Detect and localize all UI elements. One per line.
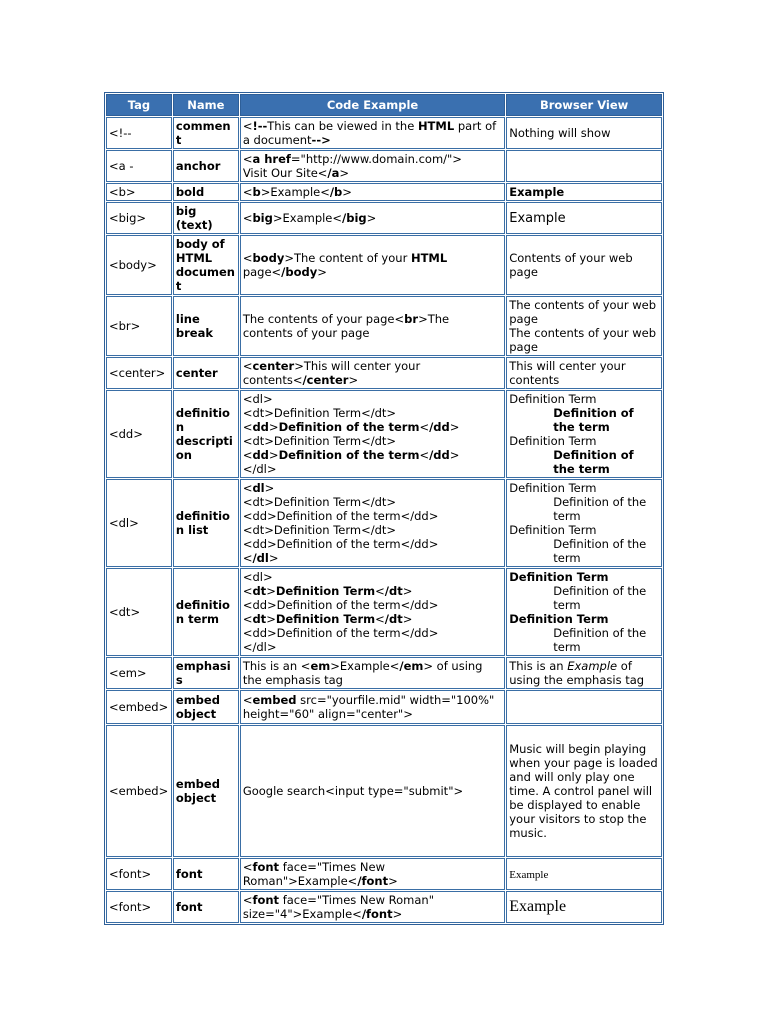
view-segment: Definition of the term	[553, 495, 647, 523]
code-segment: /big	[342, 211, 367, 225]
tag-cell: <!--	[106, 117, 172, 149]
tag-cell: <dl>	[106, 479, 172, 567]
code-segment: /dd	[429, 448, 450, 462]
view-segment: Example	[567, 659, 618, 673]
code-segment: >	[266, 612, 276, 626]
browser-view-cell	[506, 296, 662, 356]
code-example-cell	[240, 235, 505, 295]
code-segment: src="yourfile.mid" width="100%" height="60" align="center">	[242, 693, 495, 721]
code-segment: HTML	[417, 119, 455, 133]
view-segment: Definition of the term	[553, 406, 634, 434]
code-example-cell	[240, 479, 505, 567]
header-browser-view: Browser View	[506, 94, 662, 116]
code-segment: <	[242, 860, 253, 874]
html-tags-table	[104, 92, 664, 925]
name-cell: body of HTML document	[173, 235, 239, 295]
code-segment: This can be viewed in the	[267, 119, 418, 133]
code-example-cell	[240, 657, 505, 689]
code-segment: /em	[399, 659, 424, 673]
code-segment: -->	[311, 133, 331, 147]
tag-cell: <a -	[106, 150, 172, 182]
table-row	[106, 390, 662, 478]
table-row	[106, 858, 662, 890]
code-segment: !--	[252, 119, 268, 133]
table-row	[106, 183, 662, 201]
header-code-example: Code Example	[240, 94, 505, 116]
code-segment: Definition of the term	[278, 448, 420, 462]
browser-view-cell	[506, 183, 662, 201]
code-segment: >	[339, 166, 350, 180]
code-segment: >Example<	[260, 185, 330, 199]
code-segment: >	[317, 265, 327, 279]
code-segment: dd	[252, 448, 269, 462]
table-row	[106, 296, 662, 356]
code-segment: >	[392, 907, 403, 921]
view-segment: This is an	[509, 659, 568, 673]
view-segment: Definition of the term	[553, 448, 634, 476]
code-segment: /font	[357, 874, 389, 888]
code-segment: This is an <	[242, 659, 311, 673]
code-segment: embed	[252, 693, 297, 707]
code-segment: /b	[329, 185, 343, 199]
code-segment: <	[375, 612, 385, 626]
browser-view-cell	[506, 858, 662, 890]
code-segment: The contents of your page<	[242, 312, 405, 326]
name-cell: anchor	[173, 150, 239, 182]
tag-cell: <center>	[106, 357, 172, 389]
browser-view-cell	[506, 390, 662, 478]
tag-cell: <font>	[106, 891, 172, 923]
browser-view-cell	[506, 657, 662, 689]
view-segment: Example	[509, 210, 566, 226]
browser-view-cell	[506, 690, 662, 724]
code-segment: em	[310, 659, 331, 673]
code-segment: /a	[327, 166, 340, 180]
code-segment: /dt	[384, 612, 403, 626]
code-segment: dl	[252, 481, 265, 495]
code-example-cell	[240, 296, 505, 356]
code-segment: >Example<	[330, 659, 400, 673]
table-row	[106, 690, 662, 724]
code-segment: >The content of your	[284, 251, 411, 265]
browser-view-cell	[506, 150, 662, 182]
code-segment: >	[268, 448, 279, 462]
code-segment: /body	[281, 265, 318, 279]
code-segment: big	[252, 211, 273, 225]
tag-cell: <embed>	[106, 725, 172, 857]
code-segment: Definition of the term	[278, 420, 420, 434]
code-segment: Definition Term	[275, 584, 376, 598]
code-segment: >	[366, 211, 377, 225]
tag-cell: <body>	[106, 235, 172, 295]
view-segment: The contents of your web page The contents of your web page	[509, 298, 656, 354]
table-row	[106, 657, 662, 689]
view-segment: Music will begin playing when your page is loaded and will only play one time. A control panel will be displayed to enable your visitors to stop the music.	[509, 742, 658, 840]
tag-cell: <dt>	[106, 568, 172, 656]
code-segment: br	[404, 312, 419, 326]
browser-view-cell	[506, 235, 662, 295]
name-cell: definition term	[173, 568, 239, 656]
code-segment: Definition Term	[275, 612, 376, 626]
code-example-cell	[240, 725, 505, 857]
tag-cell: <br>	[106, 296, 172, 356]
view-segment: Contents of your web page	[509, 251, 633, 279]
table-row	[106, 725, 662, 857]
view-segment: Definition of the term	[553, 537, 647, 565]
code-example-cell	[240, 183, 505, 201]
browser-view-cell	[506, 117, 662, 149]
name-cell: comment	[173, 117, 239, 149]
table-row	[106, 202, 662, 234]
tag-cell: <em>	[106, 657, 172, 689]
browser-view-cell	[506, 891, 662, 923]
name-cell: emphasis	[173, 657, 239, 689]
table-row	[106, 891, 662, 923]
view-segment: This will center your contents	[509, 359, 626, 387]
table-row	[106, 479, 662, 567]
code-segment: <	[375, 584, 385, 598]
code-example-cell	[240, 690, 505, 724]
code-example-cell	[240, 568, 505, 656]
code-segment: /dl	[252, 551, 269, 565]
view-segment: Example	[509, 185, 565, 199]
name-cell: bold	[173, 183, 239, 201]
code-segment: /dd	[429, 420, 450, 434]
name-cell: font	[173, 858, 239, 890]
table-row	[106, 150, 662, 182]
view-segment: Definition Term	[509, 434, 597, 448]
table-header-row	[106, 94, 662, 116]
header-name: Name	[173, 94, 239, 116]
view-segment: Definition Term	[509, 570, 609, 584]
code-segment: > <dd>Definition of the term</dd> <	[242, 584, 439, 626]
code-example-cell	[240, 150, 505, 182]
view-segment: Definition Term	[509, 523, 597, 537]
view-segment: of using the emphasis tag	[509, 659, 645, 687]
code-example-cell	[240, 357, 505, 389]
code-segment: dt	[252, 612, 267, 626]
code-example-cell	[240, 202, 505, 234]
view-segment: Example	[509, 868, 549, 881]
code-segment: font	[252, 893, 280, 907]
table-row	[106, 235, 662, 295]
name-cell: font	[173, 891, 239, 923]
code-segment: >This will center your contents<	[242, 359, 421, 387]
code-segment: part of a document	[242, 119, 497, 147]
code-segment: <	[242, 119, 253, 133]
code-segment: >Example<	[272, 211, 343, 225]
tag-cell: <font>	[106, 858, 172, 890]
browser-view-cell	[506, 357, 662, 389]
code-segment: >	[266, 584, 276, 598]
code-segment: >	[342, 185, 352, 199]
tag-cell: <b>	[106, 183, 172, 201]
code-segment: <dl> <dt>Definition Term</dt> <	[242, 392, 397, 434]
code-segment: face="Times New Roman">Example<	[242, 860, 385, 888]
view-segment: Definition of the term	[553, 626, 647, 654]
view-segment: Definition Term	[509, 481, 597, 495]
code-example-cell	[240, 891, 505, 923]
code-segment: a href	[252, 152, 291, 166]
code-example-cell	[240, 117, 505, 149]
code-segment: <	[419, 420, 430, 434]
code-segment: >	[268, 420, 279, 434]
tag-cell: <dd>	[106, 390, 172, 478]
browser-view-cell	[506, 479, 662, 567]
code-segment: center	[252, 359, 295, 373]
code-segment: HTML	[410, 251, 448, 265]
tag-cell: <embed>	[106, 690, 172, 724]
code-segment: > <dt>Definition Term</dt> <dd>Definition of the term</dd> <dt>Definition Term</dt> <dd>Definition of the term</dd> <	[242, 481, 439, 565]
name-cell: embed object	[173, 725, 239, 857]
view-segment: Nothing will show	[509, 126, 611, 140]
code-segment: <dl> <	[242, 570, 273, 598]
name-cell: big (text)	[173, 202, 239, 234]
name-cell: line break	[173, 296, 239, 356]
code-segment: >	[348, 373, 359, 387]
code-segment: <	[242, 693, 253, 707]
code-segment: > </dl>	[242, 448, 460, 476]
code-segment: Google search<input type="submit">	[242, 784, 464, 798]
code-segment: <	[242, 211, 253, 225]
code-segment: <	[242, 185, 253, 199]
code-segment: > <dt>Definition Term</dt> <	[242, 420, 460, 462]
code-segment: b	[252, 185, 261, 199]
name-cell: definition list	[173, 479, 239, 567]
code-segment: <	[242, 251, 253, 265]
browser-view-cell	[506, 202, 662, 234]
view-segment: Definition Term	[509, 392, 597, 406]
code-segment: >The contents of your page	[242, 312, 450, 340]
code-segment: <	[242, 359, 253, 373]
code-segment: >	[268, 551, 279, 565]
code-segment: face="Times New Roman" size="4">Example<	[242, 893, 434, 921]
code-segment: /font	[361, 907, 393, 921]
table-row	[106, 568, 662, 656]
code-segment: > <dd>Definition of the term</dd> </dl>	[242, 612, 439, 654]
code-segment: >	[388, 874, 398, 888]
code-segment: font	[252, 860, 280, 874]
browser-view-cell	[506, 725, 662, 857]
table-row	[106, 357, 662, 389]
name-cell: center	[173, 357, 239, 389]
browser-view-cell	[506, 568, 662, 656]
code-segment: /center	[302, 373, 349, 387]
code-segment: dd	[252, 420, 269, 434]
code-example-cell	[240, 390, 505, 478]
name-cell: embed object	[173, 690, 239, 724]
name-cell: definition description	[173, 390, 239, 478]
tag-cell: <big>	[106, 202, 172, 234]
code-segment: <	[419, 448, 430, 462]
code-segment: <	[242, 481, 253, 495]
code-example-cell	[240, 858, 505, 890]
code-segment: ="http://www.domain.com/"> Visit Our Site<	[242, 152, 462, 180]
code-segment: <	[242, 152, 253, 166]
view-segment: Definition of the term	[553, 584, 647, 612]
header-tag: Tag	[106, 94, 172, 116]
code-segment: /dt	[384, 584, 403, 598]
table-row	[106, 117, 662, 149]
code-segment: page<	[242, 265, 282, 279]
code-segment: dt	[252, 584, 267, 598]
code-segment: <	[242, 893, 253, 907]
code-segment: body	[252, 251, 285, 265]
view-segment: Definition Term	[509, 612, 609, 626]
code-segment: > of using the emphasis tag	[242, 659, 483, 687]
view-segment: Example	[509, 898, 567, 915]
